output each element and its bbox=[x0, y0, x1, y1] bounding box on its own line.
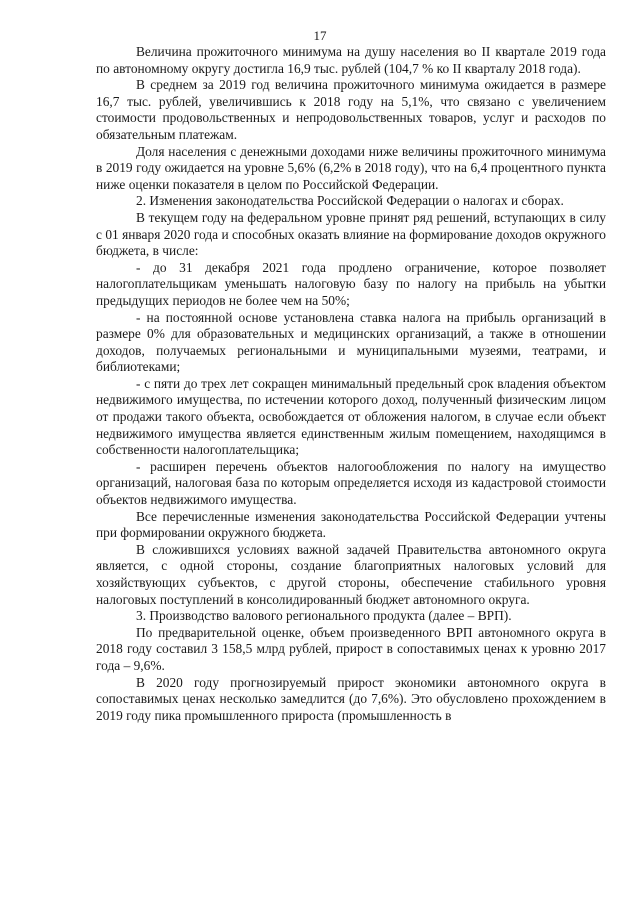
section-heading-legislation: 2. Изменения законодательства Российской Федерации о налогах и сборах. bbox=[136, 193, 564, 209]
paragraph-population-share: Доля населения с денежными доходами ниже величины прожиточного минимума в 2019 году ожидается на уровне 5,6% (6,2% в 2018 году), что на 6,4 процентного пункта ниже оценки показателя в целом по Российской Федерации. bbox=[96, 143, 606, 192]
section-heading-grp: 3. Производство валового регионального продукта (далее – ВРП). bbox=[136, 608, 512, 624]
list-item-ownership-period: - с пяти до трех лет сокращен минимальный предельный срок владения объектом недвижимого имущества, по истечении которого доход, полученный физическим лицом от продажи такого объекта, освобождается от обложения налогом, в случае если объект недвижимого имущества является единственным жилым помещением, находящимся в собственности налогоплательщика; bbox=[96, 375, 606, 458]
paragraph-changes-accounted: Все перечисленные изменения законодательства Российской Федерации учтены при формировании окружного бюджета. bbox=[96, 508, 606, 541]
document-body bbox=[96, 44, 606, 724]
paragraph-grp-2020-forecast: В 2020 году прогнозируемый прирост экономики автономного округа в сопоставимых ценах несколько замедлится (до 7,6%). Это обусловлено прохождением в 2019 году пика промышленного прироста (промышленность в bbox=[96, 674, 606, 723]
paragraph-subsistence-average: В среднем за 2019 год величина прожиточного минимума ожидается в размере 16,7 тыс. рублей, увеличившись к 2018 году на 5,1%, что связано с увеличением стоимости продовольственных и непродовольственных товаров, услуг и расходов по обязательным платежам. bbox=[96, 77, 606, 142]
paragraph-government-task: В сложившихся условиях важной задачей Правительства автономного округа является, с одной стороны, создание благоприятных налоговых условий для хозяйствующих субъектов, с другой стороны, обеспечение стабильного уровня налоговых поступлений в консолидированный бюджет автономного округа. bbox=[96, 541, 606, 607]
page-number: 17 bbox=[313, 28, 327, 43]
paragraph-subsistence-q2: Величина прожиточного минимума на душу населения во II квартале 2019 года по автономному округу достигла 16,9 тыс. рублей (104,7 % ко II кварталу 2018 года). bbox=[96, 44, 606, 76]
paragraph-federal-decisions: В текущем году на федеральном уровне принят ряд решений, вступающих в силу с 01 января 2020 года и способных оказать влияние на формирование доходов окружного бюджета, в числе: bbox=[96, 209, 606, 259]
list-item-cadastral-value: - расширен перечень объектов налогообложения по налогу на имущество организаций, налоговая база по которым определяется исходя из кадастровой стоимости объектов недвижимого имущества. bbox=[96, 458, 606, 508]
list-item-loss-carryforward: - до 31 декабря 2021 года продлено ограничение, которое позволяет налогоплательщикам уменьшать налоговую базу по налогу на прибыль на убытки предыдущих периодов не более чем на 50%; bbox=[96, 259, 606, 308]
paragraph-grp-2018: По предварительной оценке, объем произведенного ВРП автономного округа в 2018 году составил 3 158,5 млрд рублей, прирост в сопоставимых ценах к уровню 2017 года – 9,6%. bbox=[96, 624, 606, 673]
list-item-zero-rate: - на постоянной основе установлена ставка налога на прибыль организаций в размере 0% для образовательных и медицинских организаций, а также в отношении доходов, получаемых региональными и муниципальными музеями, театрами, и библиотеками; bbox=[96, 309, 606, 375]
